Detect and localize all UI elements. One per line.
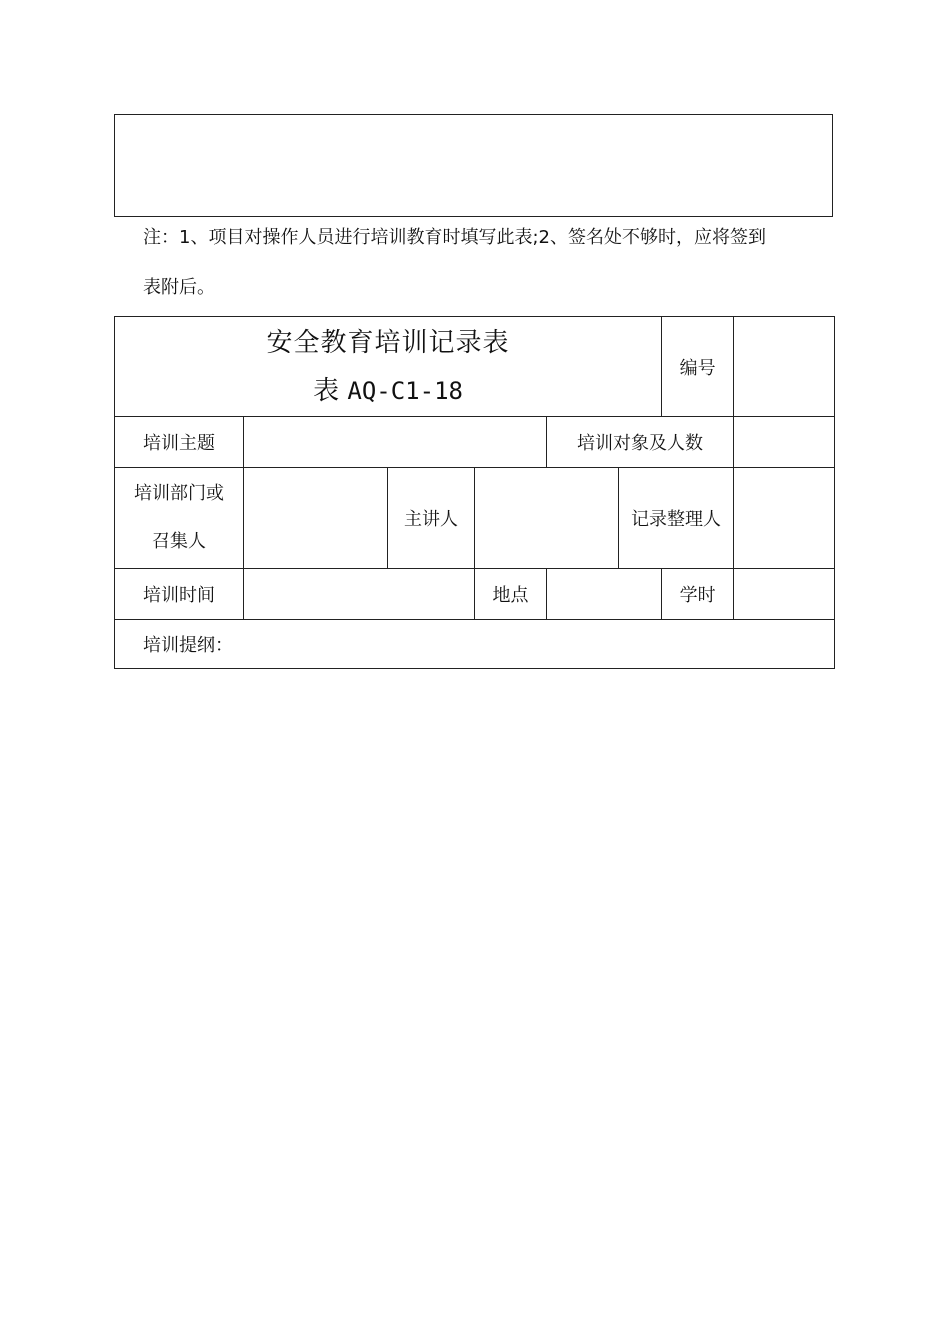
audience-label: 培训对象及人数 (547, 417, 734, 468)
form-title: 安全教育培训记录表 (266, 327, 510, 358)
dept-label (115, 468, 244, 569)
form-code-prefix: 表 (313, 375, 340, 406)
form-code-line (115, 374, 661, 408)
hours-label: 学时 (662, 569, 734, 620)
topic-value[interactable] (244, 417, 547, 468)
audience-value[interactable] (734, 417, 835, 468)
time-value[interactable] (244, 569, 475, 620)
dept-label-line1: 培训部门或 (134, 483, 224, 504)
location-value[interactable] (547, 569, 662, 620)
number-value[interactable] (734, 317, 835, 417)
form-code: AQ-C1-18 (347, 376, 463, 405)
number-label: 编号 (662, 317, 734, 417)
note-line-1: 注：1、项目对操作人员进行培训教育时填写此表;2、签名处不够时，应将签到 (143, 227, 766, 248)
training-record-table (114, 316, 835, 669)
recorder-label: 记录整理人 (619, 468, 734, 569)
recorder-value[interactable] (734, 468, 835, 569)
speaker-value[interactable] (475, 468, 619, 569)
location-label: 地点 (475, 569, 547, 620)
hours-value[interactable] (734, 569, 835, 620)
time-label: 培训时间 (115, 569, 244, 620)
dept-label-line2: 召集人 (152, 531, 206, 552)
dept-value[interactable] (244, 468, 388, 569)
speaker-label: 主讲人 (388, 468, 475, 569)
form-title-cell (115, 317, 662, 417)
topic-label: 培训主题 (115, 417, 244, 468)
outline-label[interactable]: 培训提纲： (115, 620, 835, 669)
note-line-2: 表附后。 (143, 277, 215, 298)
previous-form-box (114, 114, 833, 217)
